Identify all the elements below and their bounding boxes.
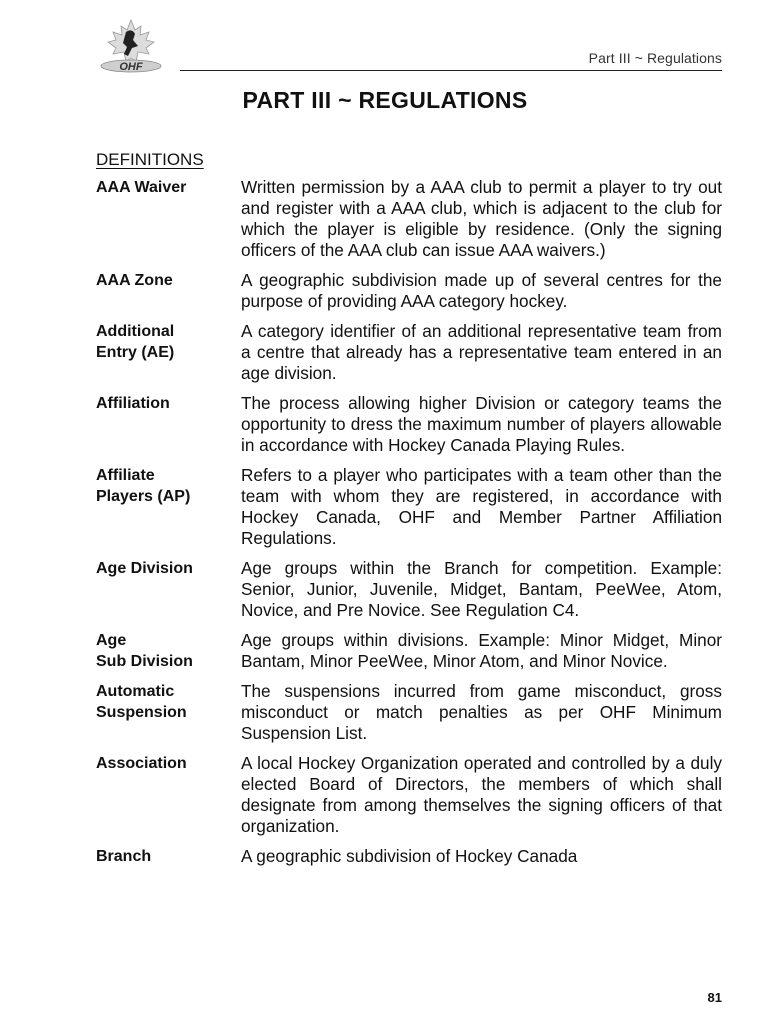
definition-entry bbox=[96, 630, 722, 672]
definition-entry bbox=[96, 558, 722, 621]
term-line: Automatic bbox=[96, 683, 175, 700]
definition-term bbox=[96, 465, 241, 549]
definition-text: A geographic subdivision made up of several centres for the purpose of providing AAA category hockey. bbox=[241, 270, 722, 311]
definition-term bbox=[96, 630, 241, 672]
definition-text: Written permission by a AAA club to permit a player to try out and register with a AAA club, which is adjacent to the club for which the player is eligible by residence. (Only the signing officers of the AAA club can issue AAA waivers.) bbox=[241, 177, 722, 260]
term-line: Entry (AE) bbox=[96, 344, 175, 361]
definition-text: A local Hockey Organization operated and controlled by a duly elected Board of Directors, the members of which shall designate from among themselves the signing officers of that organization. bbox=[241, 753, 722, 836]
section-heading: DEFINITIONS bbox=[96, 150, 204, 169]
definition-text: The suspensions incurred from game misconduct, gross misconduct or match penalties as per OHF Minimum Suspension List. bbox=[241, 681, 722, 743]
definition-entry bbox=[96, 321, 722, 384]
definition-text: A geographic subdivision of Hockey Canada bbox=[241, 846, 578, 866]
definition-term bbox=[96, 846, 241, 867]
definition-term bbox=[96, 321, 241, 384]
term-line: Suspension bbox=[96, 704, 187, 721]
page-number: 81 bbox=[707, 990, 722, 1005]
definitions-list bbox=[96, 177, 722, 876]
term-line: Players (AP) bbox=[96, 488, 191, 505]
definition-text: The process allowing higher Division or category teams the opportunity to dress the maximum number of players allowable in accordance with Hockey Canada Playing Rules. bbox=[241, 393, 722, 455]
running-head: Part III ~ Regulations bbox=[588, 50, 722, 66]
definition-term bbox=[96, 393, 241, 456]
definition-entry bbox=[96, 846, 722, 867]
definition-entry bbox=[96, 465, 722, 549]
ohf-logo bbox=[96, 18, 166, 76]
definition-term bbox=[96, 558, 241, 621]
page-title: PART III ~ REGULATIONS bbox=[242, 87, 528, 113]
term-line: Additional bbox=[96, 323, 175, 340]
logo-text: OHF bbox=[119, 61, 143, 73]
definition-term bbox=[96, 753, 241, 837]
definition-term bbox=[96, 177, 241, 261]
term-line: Sub Division bbox=[96, 653, 193, 670]
term-line: Branch bbox=[96, 848, 152, 865]
header-rule bbox=[180, 70, 722, 71]
definition-term bbox=[96, 270, 241, 312]
definition-text: Age groups within the Branch for competition. Example: Senior, Junior, Juvenile, Midget, Bantam, PeeWee, Atom, Novice, and Pre Novice. See Regulation C4. bbox=[241, 558, 722, 620]
definition-entry bbox=[96, 393, 722, 456]
term-line: AAA Waiver bbox=[96, 179, 187, 196]
term-line: Affiliation bbox=[96, 395, 170, 412]
definition-text: Age groups within divisions. Example: Minor Midget, Minor Bantam, Minor PeeWee, Minor Atom, and Minor Novice. bbox=[241, 630, 722, 671]
definition-entry bbox=[96, 177, 722, 261]
term-line: Age Division bbox=[96, 560, 193, 577]
term-line: Age bbox=[96, 632, 127, 649]
definition-entry bbox=[96, 270, 722, 312]
definition-text: A category identifier of an additional representative team from a centre that already has a representative team entered in an age division. bbox=[241, 321, 722, 383]
term-line: AAA Zone bbox=[96, 272, 173, 289]
term-line: Affiliate bbox=[96, 467, 155, 484]
definition-entry bbox=[96, 681, 722, 744]
definition-term bbox=[96, 681, 241, 744]
definition-text: Refers to a player who participates with a team other than the team with whom they are registered, in accordance with Hockey Canada, OHF and Member Partner Affiliation Regulations. bbox=[241, 465, 722, 548]
term-line: Association bbox=[96, 755, 187, 772]
definition-entry bbox=[96, 753, 722, 837]
